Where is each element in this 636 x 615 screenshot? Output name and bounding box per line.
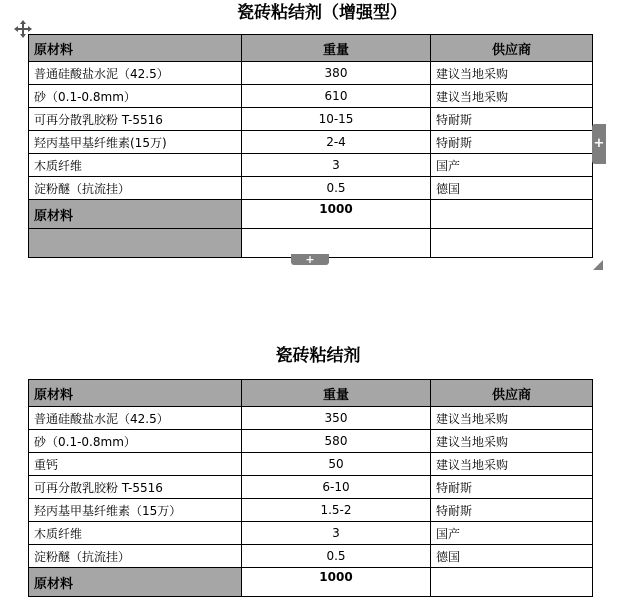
- header-supplier[interactable]: 供应商: [431, 35, 593, 62]
- weight-cell[interactable]: 350: [242, 407, 431, 430]
- header-weight[interactable]: 重量: [242, 35, 431, 62]
- table-row: [29, 453, 593, 476]
- total-weight-cell[interactable]: 1000: [242, 568, 431, 597]
- material-cell[interactable]: 可再分散乳胶粉 T-5516: [29, 108, 242, 131]
- table-row: [29, 62, 593, 85]
- material-cell[interactable]: 普通硅酸盐水泥（42.5）: [29, 407, 242, 430]
- material-cell[interactable]: 普通硅酸盐水泥（42.5）: [29, 62, 242, 85]
- material-cell[interactable]: 砂（0.1-0.8mm）: [29, 85, 242, 108]
- supplier-cell[interactable]: 建议当地采购: [431, 85, 593, 108]
- material-cell[interactable]: 羟丙基甲基纤维素(15万): [29, 131, 242, 154]
- empty-cell[interactable]: [29, 229, 242, 258]
- material-cell[interactable]: 淀粉醚（抗流挂）: [29, 545, 242, 568]
- supplier-cell[interactable]: 国产: [431, 154, 593, 177]
- footer-empty-cell[interactable]: [431, 568, 593, 597]
- table1-title: 瓷砖粘结剂（增强型）: [237, 3, 407, 23]
- footer-label-cell[interactable]: 原材料: [29, 200, 242, 229]
- supplier-cell[interactable]: 特耐斯: [431, 108, 593, 131]
- table-row: [29, 108, 593, 131]
- material-cell[interactable]: 可再分散乳胶粉 T-5516: [29, 476, 242, 499]
- supplier-cell[interactable]: 特耐斯: [431, 476, 593, 499]
- table-row: [29, 476, 593, 499]
- material-cell[interactable]: 木质纤维: [29, 154, 242, 177]
- total-weight-cell[interactable]: 1000: [242, 200, 431, 229]
- empty-cell[interactable]: [431, 229, 593, 258]
- add-row-icon[interactable]: +: [291, 254, 329, 265]
- table-row: [29, 430, 593, 453]
- weight-cell[interactable]: 50: [242, 453, 431, 476]
- table-row: [29, 407, 593, 430]
- table-row: [29, 545, 593, 568]
- header-material[interactable]: 原材料: [29, 35, 242, 62]
- footer-row: [29, 568, 593, 597]
- material-cell[interactable]: 淀粉醚（抗流挂）: [29, 177, 242, 200]
- footer-empty-cell[interactable]: [431, 200, 593, 229]
- table-row: [29, 499, 593, 522]
- table-row: [29, 177, 593, 200]
- weight-cell[interactable]: 6-10: [242, 476, 431, 499]
- weight-cell[interactable]: 380: [242, 62, 431, 85]
- table-row: [29, 522, 593, 545]
- supplier-cell[interactable]: 德国: [431, 177, 593, 200]
- supplier-cell[interactable]: 国产: [431, 522, 593, 545]
- weight-cell[interactable]: 610: [242, 85, 431, 108]
- footer-row: [29, 200, 593, 229]
- supplier-cell[interactable]: 建议当地采购: [431, 407, 593, 430]
- header-row: [29, 35, 593, 62]
- supplier-cell[interactable]: 建议当地采购: [431, 430, 593, 453]
- header-row: [29, 380, 593, 407]
- weight-cell[interactable]: 0.5: [242, 545, 431, 568]
- supplier-cell[interactable]: 德国: [431, 545, 593, 568]
- supplier-cell[interactable]: 特耐斯: [431, 499, 593, 522]
- header-material[interactable]: 原材料: [29, 380, 242, 407]
- weight-cell[interactable]: 3: [242, 154, 431, 177]
- material-cell[interactable]: 羟丙基甲基纤维素（15万）: [29, 499, 242, 522]
- header-weight[interactable]: 重量: [242, 380, 431, 407]
- table2: [28, 379, 593, 597]
- empty-cell[interactable]: [242, 229, 431, 258]
- resize-handle-icon[interactable]: [593, 255, 603, 265]
- header-supplier[interactable]: 供应商: [431, 380, 593, 407]
- supplier-cell[interactable]: 特耐斯: [431, 131, 593, 154]
- material-cell[interactable]: 重钙: [29, 453, 242, 476]
- material-cell[interactable]: 砂（0.1-0.8mm）: [29, 430, 242, 453]
- weight-cell[interactable]: 2-4: [242, 131, 431, 154]
- supplier-cell[interactable]: 建议当地采购: [431, 62, 593, 85]
- material-cell[interactable]: 木质纤维: [29, 522, 242, 545]
- weight-cell[interactable]: 10-15: [242, 108, 431, 131]
- supplier-cell[interactable]: 建议当地采购: [431, 453, 593, 476]
- weight-cell[interactable]: 0.5: [242, 177, 431, 200]
- table-row: [29, 154, 593, 177]
- table1: [28, 34, 593, 258]
- weight-cell[interactable]: 1.5-2: [242, 499, 431, 522]
- footer-label-cell[interactable]: 原材料: [29, 568, 242, 597]
- table-row: [29, 85, 593, 108]
- table2-title: 瓷砖粘结剂: [275, 346, 361, 366]
- table-row: [29, 131, 593, 154]
- weight-cell[interactable]: 580: [242, 430, 431, 453]
- add-column-icon[interactable]: +: [592, 124, 606, 164]
- weight-cell[interactable]: 3: [242, 522, 431, 545]
